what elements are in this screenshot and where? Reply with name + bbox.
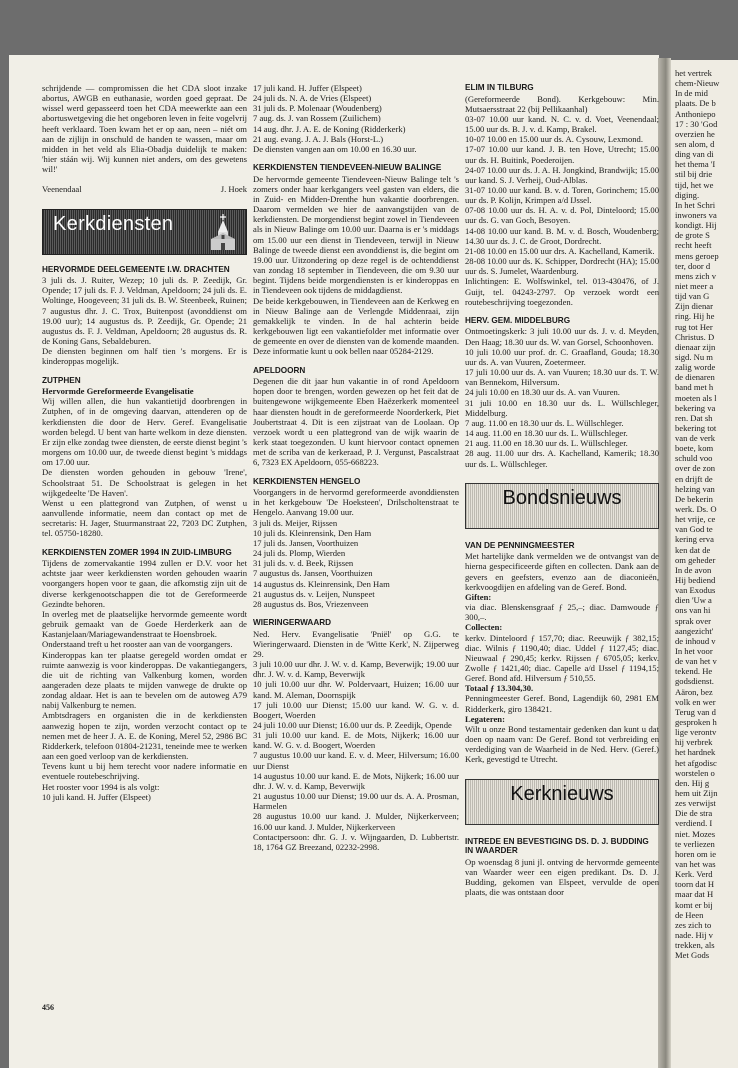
list-item: toorn dat H	[675, 879, 715, 890]
list-item: 7 aug. ds. J. van Rossem (Zuilichem)	[253, 113, 381, 124]
heading-wieringerwaard: WIERINGERWAARD	[253, 617, 332, 627]
text-middelburg-6: 7 aug. 11.00 en 18.30 uur ds. L. Wüllschleger.	[465, 417, 624, 428]
text-elim-9: 21-08 10.00 en 15.00 uur drs. A. Kachelland, Kamerik.	[465, 245, 655, 256]
church-icon	[208, 212, 238, 252]
list-item: sprak over	[675, 615, 712, 626]
list-item: het vertrek	[675, 68, 712, 78]
list-item: volk en wer	[675, 696, 716, 707]
rooster-list	[253, 83, 459, 144]
list-item: verdiend. I	[675, 818, 713, 829]
list-item: van Exodus	[675, 585, 716, 596]
list-item: Anthoniepo	[675, 108, 716, 119]
text-middelburg-3: 17 juli 10.00 uur ds. A. van Vuuren; 18.30 uur ds. T. W. van Bennekom, Hilversum.	[465, 367, 659, 388]
label-legateren: Legateren:	[465, 713, 505, 724]
list-item: tijd, het we	[675, 179, 714, 190]
list-item: te verliezen	[675, 838, 715, 849]
text-penningmeester: Met hartelijke dank vermelden we de ontvangst van de hierna gespecificeerde giften en collecten. Dank aan de gevers en geefsters, evenzo aan de diaconieën, kerkvoogdijen en afdeling van de Geref. Bond.	[465, 551, 659, 592]
label-collecten: Collecten:	[465, 622, 503, 633]
page-number: 456	[42, 1003, 54, 1012]
list-item: trekken, als	[675, 940, 715, 951]
next-page-column	[675, 68, 738, 960]
heading-zutphen: ZUTPHEN	[42, 375, 81, 385]
text-limburg-8: 10 juli kand. H. Juffer (Elspeet)	[42, 791, 151, 802]
heading-apeldoorn: APELDOORN	[253, 365, 306, 375]
list-item: dienaar zijn	[675, 341, 716, 352]
list-item: gesproken h	[675, 717, 717, 727]
heading-hengelo: KERKDIENSTEN HENGELO	[253, 476, 361, 486]
banner-title: Bondsnieuws	[502, 486, 622, 509]
list-item: werk. Ds. O	[675, 504, 717, 515]
list-item: ding van di	[675, 149, 714, 160]
list-item: zes zich to	[675, 919, 712, 930]
text-wieringerwaard-9: 21 augustus 10.00 uur Dienst; 19.00 uur ds. A. A. Prosman, Harmelen	[253, 791, 459, 812]
list-item: dien 'Uw a	[675, 595, 712, 606]
list-item: worstelen o	[675, 767, 715, 778]
list-item: godsdienst.	[675, 676, 714, 687]
list-item: het vrije, ce	[675, 514, 716, 525]
text-middelburg-4: 24 juli 10.00 en 18.30 uur ds. A. van Vuuren.	[465, 387, 620, 398]
list-item: kering erva	[675, 534, 714, 545]
column-3	[465, 83, 659, 897]
list-item: 31 juli ds. v. d. Beek, Rijssen	[253, 558, 354, 569]
text-limburg-3: Onderstaand treft u het rooster aan van de voorgangers.	[42, 639, 233, 650]
list-item: de grote S	[675, 230, 710, 241]
list-item: het afgodisc	[675, 757, 717, 768]
list-item: 17 : 30 'God	[675, 118, 718, 129]
text-intrede: Op woensdag 8 juni jl. ontving de hervormde gemeente van Waarder weer een eigen predikant. Ds. D. J. Budding, gekomen van Elspeet, vervulde de open plaats, die was ontstaan door	[465, 856, 659, 898]
signature-place: Veenendaal	[42, 184, 82, 195]
list-item: de Heen	[675, 909, 704, 920]
list-item: niet meer a	[675, 280, 714, 291]
column-1	[42, 83, 247, 802]
text-zutphen-1: Wij willen allen, die hun vakantietijd doorbrengen in Zutphen, of in de omgeving daarvan, attenderen op de kerkdiensten die door de Herv. Geref. Evangelisatie worden belegd. U bent van harte welkom in deze diensten. Er zijn elke zondag twee diensten, de eerste dienst begint 's morgens om 10.00 uur, de tweede dienst begint 's middags om 17.00 uur.	[42, 396, 247, 468]
list-item: aangezicht'	[675, 625, 714, 636]
list-item: om geheder	[675, 554, 716, 565]
rooster-note: De diensten vangen aan om 10.00 en 16.30 uur.	[253, 143, 417, 154]
column-2	[253, 83, 459, 852]
banner-title: Kerkdiensten	[53, 212, 174, 235]
list-item: 3 juli ds. Meijer, Rijssen	[253, 517, 338, 528]
text-penningmeester-adres: Penningmeester Geref. Bond, Lagendijk 60, 2981 EM Ridderkerk, giro 138421.	[465, 693, 659, 714]
heading-drachten: HERVORMDE DEELGEMEENTE I.W. DRACHTEN	[42, 264, 230, 274]
list-item: van de verk	[675, 433, 716, 444]
list-item: 7 augustus ds. Jansen, Voorthuizen	[253, 568, 373, 579]
text-drachten-note: De diensten beginnen om half tien 's morgens. Er is kinderoppas mogelijk.	[42, 346, 247, 367]
text-middelburg-9: 28 aug. 11.00 uur drs. A. Kachelland, Kamerik; 18.30 uur ds. L. Wüllschleger.	[465, 448, 659, 469]
list-item: Die de stra	[675, 808, 713, 819]
text-legateren: Wilt u onze Bond testamentair gedenken dan kunt u dat doen op naam van: De Geref. Bond tot verbreiding en verdediging van de Waarheid in de Ned. Herv. (Geref.) Kerk, gevestigd te Utrecht.	[465, 723, 659, 765]
list-item: schuld voo	[675, 453, 713, 464]
article-signature	[42, 184, 247, 194]
text-wieringerwaard-8: 14 augustus 10.00 uur kand. E. de Mots, Nijkerk; 16.00 uur dhr. J. W. v. d. Kamp, Beverwijk	[253, 770, 459, 791]
list-item: zalig worde	[675, 362, 716, 373]
text-elim-6: 31-07 10.00 uur kand. B. v. d. Toren, Gorinchem; 15.00 uur ds. P. Kolijn, Krimpen a/d IJssel.	[465, 185, 659, 206]
list-item: 21 augustus ds. v. Leijen, Nunspeet	[253, 588, 375, 599]
text-elim-1: (Gereformeerde Bond). Kerkgebouw: Min. Mutsaersstraat 22 (bij Pellikaanhal)	[465, 93, 659, 114]
list-item: tekend. He	[675, 666, 713, 677]
text-wieringerwaard-5: 24 juli 10.00 uur Dienst; 16.00 uur ds. P. Zeedijk, Opende	[253, 719, 452, 730]
list-item: 14 aug. dhr. J. A. E. de Koning (Ridderkerk)	[253, 123, 406, 134]
text-wieringerwaard-6: 31 juli 10.00 uur kand. E. de Mots, Nijkerk; 16.00 uur kand. W. G. v. d. Boogert, Woerden	[253, 730, 459, 751]
text-elim-11: Inlichtingen: E. Wolfswinkel, tel. 013-430476, of J. Guijt, tel. 04243-2797. Op verzoek wordt een routebeschrijving toegezonden.	[465, 276, 659, 307]
list-item: diging.	[675, 189, 700, 200]
list-item: 28 augustus ds. Bos, Vriezenveen	[253, 598, 369, 609]
subheading-zutphen: Hervormde Gereformeerde Evangelisatie	[42, 386, 194, 397]
list-item: In het voor	[675, 646, 713, 657]
list-item: boete, kom	[675, 443, 714, 454]
heading-penningmeester: VAN DE PENNINGMEESTER	[465, 540, 575, 550]
list-item: Hij bediend	[675, 575, 716, 586]
text-elim-2: 03-07 10.00 uur kand. N. C. v. d. Voet, Veenendaal; 15.00 uur ds. B. J. v. d. Kamp, Brakel.	[465, 113, 659, 135]
list-item: mens geroep	[675, 250, 719, 261]
list-item: 21 aug. evang. J. A. J. Bals (Horst-L.)	[253, 133, 384, 144]
heading-middelburg: HERV. GEM. MIDDELBURG	[465, 315, 571, 325]
list-item: Christus. D	[675, 331, 715, 342]
list-item: In de mid	[675, 88, 708, 99]
list-item: niet. Mozes	[675, 828, 716, 839]
list-item: kondigt. Hij	[675, 220, 717, 231]
heading-elim: ELIM IN TILBURG	[465, 83, 534, 92]
list-item: hem uit Zijn	[675, 787, 718, 798]
heading-zuid-limburg: KERKDIENSTEN ZOMER 1994 IN ZUID-LIMBURG	[42, 547, 232, 557]
list-item: de van het v	[675, 656, 717, 667]
text-collecten: kerkv. Dinteloord ƒ 157,70; diac. Reeuwijk ƒ 382,15; diac. Wilnis ƒ 1190,40; diac. Uddel ƒ 1127,45; diac. Nieuwaal ƒ 290,45; kerkv. Rijssen ƒ 6705,05; kerkv. Zwolle ƒ 1421,40; diac. Capelle a/d IJssel ƒ 1194,15; Geref. Bond afd. Hilversum ƒ 510,55.	[465, 632, 659, 684]
list-item: ring. Hij he	[675, 311, 715, 322]
list-item: den. Hij g	[675, 777, 710, 788]
list-item: van God te	[675, 524, 713, 535]
heading-tiendeveen: KERKDIENSTEN TIENDEVEEN-NIEUW BALINGE	[253, 163, 442, 173]
text-tiendeveen-1: De hervormde gemeente Tiendeveen-Nieuw Balinge telt 's zomers onder haar kerkgangers veel gasten van elders, die in Zuid- en Midden-Drenthe hun vakantie doorbrengen. Daarom vermelden we hier de aanvangstijden van de kerkdiensten. De morgendienst begint zowel in Tiendeveen als in Nieuw Balinge om 10.00 uur. Daarna is er 's middags om 15.00 uur een dienst in Tiendeveen, terwijl in Nieuw Balinge de tweede dienst een avonddienst is, die begint om 19.00 uur. Uitzondering op deze regel is de ochtenddienst van zondag 18 september in Tiendeveen, die om 9.30 uur begint. Tijdens beide morgendiensten is er kinderoppas en in Tiendeveen ook tijdens de middagdienst.	[253, 173, 459, 296]
text-zutphen-2: De diensten worden gehouden in gebouw 'Irene', Schoolstraat 51. De Schoolstraat is gelegen in het wijkgedeelte 'De Haven'.	[42, 467, 247, 498]
list-item: 24 juli ds. Plomp, Wierden	[253, 548, 346, 559]
text-wieringerwaard-1: Ned. Herv. Evangelisatie 'Pniël' op G.G. te Wieringerwaard. Diensten in de 'Witte Kerk', N. Zijperweg 29.	[253, 628, 459, 659]
text-zutphen-3: Wenst u een plattegrond van Zutphen, of wenst u aanvullende informatie, neem dan contact op met de secretaris: H. Jager, Stuurmanstraat 22, 7203 DC Zutphen, tel. 05750-18280.	[42, 497, 247, 539]
page-gutter	[658, 58, 671, 1068]
text-limburg-5: Ambtsdragers en organisten die in de kerkdiensten aanwezig hopen te zijn, worden verzocht contact op te nemen met de heer J. A. E. de Koning, Merel 52, 2986 BC Ridderkerk, telefoon 01804-21231, teneinde mee te werken aan een goed verloop van de kerkdiensten.	[42, 710, 247, 762]
text-wieringerwaard-7: 7 augustus 10.00 uur kand. E. v. d. Meer, Hilversum; 16.00 uur Dienst	[253, 750, 459, 771]
hengelo-list	[253, 518, 459, 609]
list-item: tijd van G	[675, 291, 710, 302]
section-banner-bondsnieuws	[465, 483, 659, 529]
list-item: Zijn dienar	[675, 301, 713, 312]
text-wieringerwaard-4: 17 juli 10.00 uur Dienst; 15.00 uur kand. W. G. v. d. Boogert, Woerden	[253, 699, 459, 720]
list-item: zes verwijst	[675, 798, 716, 809]
list-item: horen om ie	[675, 848, 717, 859]
banner-title: Kerknieuws	[510, 782, 614, 805]
text-middelburg-7: 14 aug. 11.00 en 18.30 uur ds. L. Wüllschleger.	[465, 428, 628, 439]
list-item: hij verbrek	[675, 737, 713, 748]
list-item: In het Schri	[675, 199, 716, 210]
text-limburg-6: Tevens kunt u bij hem terecht voor nadere informatie en eventuele routebeschrijving.	[42, 761, 247, 782]
text-tiendeveen-2: De beide kerkgebouwen, in Tiendeveen aan de Kerkweg en in Nieuw Balinge aan de Verlengde Middenraai, zijn gemakkelijk te vinden. In de hal achterin beide kerkgebouwen ligt een vakantiefolder met informatie over de gemeente en over de diensten van de komende maanden. Deze informatie kunt u ook bellen naar 05284-2129.	[253, 295, 459, 357]
list-item: ken dat de	[675, 544, 711, 555]
list-item: over de zon	[675, 463, 716, 474]
list-item: De bekerin	[675, 493, 713, 504]
text-apeldoorn: Degenen die dit jaar hun vakantie in of rond Apeldoorn hopen door te brengen, worden gewezen op het feit dat de buitengewone wijkgemeente Eben Haëzerkerk momenteel haar diensten houdt in de gereformeerde Noorderkerk, Piet Joubertstraat 4. Dit is een zijstraat van de Loolaan. Op verzoek wordt u een plattegrond van de wijk waarin de kerk staat toegezonden. U kunt hiervoor contact opnemen met de scriba van de kerkeraad, P. J. Vergunst, Pascalstraat 6, 7323 EX Apeldoorn, 055-668223.	[253, 376, 459, 468]
text-wieringerwaard-2: 3 juli 10.00 uur dhr. J. W. v. d. Kamp, Beverwijk; 19.00 uur dhr. J. W. v. d. Kamp, Beverwijk	[253, 659, 459, 680]
text-hengelo: Voorgangers in de hervormd gereformeerde avonddiensten in het kerkgebouw 'De Hoeksteen', Drilscholtenstraat te Hengelo. Aanvang 19.00 uur.	[253, 487, 459, 518]
text-wieringerwaard-3: 10 juli 10.00 uur dhr. W. Poldervaart, Huizen; 16.00 uur kand. M. Aleman, Doornspijk	[253, 679, 459, 700]
list-item: moeten als l	[675, 392, 717, 403]
text-elim-3: 10-07 10.00 en 15.00 uur ds. A. Cysouw, Lexmond.	[465, 134, 643, 145]
list-item: overzien he	[675, 128, 715, 139]
text-elim-7: 07-08 10.00 uur ds. H. A. v. d. Pol, Dinteloord; 15.00 uur ds. G. van Goch, Besoyen.	[465, 205, 659, 226]
list-item: komt er bij	[675, 899, 713, 910]
magazine-page-right	[671, 60, 738, 1068]
text-middelburg-1: Ontmoetingskerk: 3 juli 10.00 uur ds. J. v. d. Meyden, Den Haag; 18.30 uur ds. W. van Gorsel, Schoonhoven.	[465, 326, 659, 347]
list-item: stil bij drie	[675, 169, 713, 180]
list-item: Aäron, bez	[675, 686, 713, 697]
list-item: en drijft de	[675, 473, 713, 484]
article-ending: schrijdende — compromissen die het CDA sloot inzake abortus, AWGB en euthanasie, worden goed gepraat. De wissel werd gepasseerd toen het CDA meewerkte aan een abortuswetgeving die het ongeboren leven in feite vogelvrij heeft verklaard. Toen kwam het er op aan, neen – niét om aan de zijlijn in onschuld de handen te wassen, maar om midden in het veld als Elia-Obadja duidelijk te maken: 'hier stáán wij. Wij kunnen niet anders, om des gewetens wil!'	[42, 83, 247, 175]
text-elim-4: 17-07 10.00 uur kand. J. B. ten Hove, Utrecht; 15.00 uur ds. H. Buitink, Poederoijen.	[465, 144, 659, 165]
list-item: het hardnek	[675, 747, 716, 758]
list-item: 10 juli ds. Kleinrensink, Den Ham	[253, 527, 372, 538]
section-banner-kerkdiensten	[42, 209, 247, 255]
text-elim-8: 14-08 10.00 uur kand. B. M. v. d. Bosch, Woudenberg; 14.30 uur ds. J. C. de Groot, Dordrecht.	[465, 225, 659, 246]
list-item: Terug van d	[675, 706, 716, 717]
heading-intrede: INTREDE EN BEVESTIGING DS. D. J. BUDDING IN WAARDER	[465, 836, 649, 856]
list-item: 24 juli ds. N. A. de Vries (Elspeet)	[253, 93, 372, 104]
list-item: rug tot Her	[675, 321, 713, 332]
list-item: In de avon	[675, 564, 712, 575]
list-item: inwoners va	[675, 209, 717, 220]
text-limburg-7: Het rooster voor 1994 is als volgt:	[42, 781, 160, 792]
list-item: Kerk. Verd	[675, 869, 713, 880]
text-totaal: Totaal ƒ 13.304,30.	[465, 683, 534, 694]
list-item: maar dat H	[675, 889, 714, 900]
list-item: sigd. Nu m	[675, 351, 713, 362]
list-item: helzing van	[675, 483, 715, 494]
list-item: sen alom, d	[675, 138, 715, 149]
list-item: de inhoud v	[675, 635, 716, 646]
list-item: ter, door d	[675, 260, 711, 271]
text-limburg-1: Tijdens de zomervakantie 1994 zullen er D.V. voor het achtste jaar weer kerkdiensten worden gehouden waarin voorgangers hopen voor te gaan, die afkomstig zijn uit de diverse kerkgenootschappen die tot de Gereformeerde Gezindte behoren.	[42, 558, 247, 609]
text-elim-10: 28-08 10.00 uur ds. K. Schipper, Dordrecht (HA); 15.00 uur ds. S. Jumelet, Waardenburg.	[465, 256, 659, 277]
text-drachten: 3 juli ds. J. Ruiter, Wezep; 10 juli ds. P. Zeedijk, Gr. Opende; 17 juli ds. F. J. Veldman, Apeldoorn; 24 juli ds. E. Woltinge, Hoogeveen; 31 juli ds. B. W. Steenbeek, Ruinen; 7 augustus dhr. J. C. Trox, Buitenpost (avonddienst om 19.00 uur); 14 augustus ds. P. Zeedijk, Gr. Opende; 21 augustus ds. F. J. Veldman, Apeldoorn; 28 augustus ds. R. de Koning Gans, Sebaldeburen.	[42, 275, 247, 347]
list-item: plaats. De b	[675, 98, 716, 109]
list-item: bekering tot	[675, 422, 717, 433]
list-item: nade. Hij v	[675, 929, 713, 940]
list-item: chem-Nieuw	[675, 78, 720, 89]
list-item: 17 juli ds. Jansen, Voorthuizen	[253, 537, 359, 548]
text-giften: via diac. Blenskensgraaf ƒ 25,–; diac. Damwoude ƒ 300,–.	[465, 602, 659, 623]
text-wieringerwaard-11: Contactpersoon: dhr. G. J. v. Wijngaarden, D. Lubbertstr. 18, 1764 GZ Breezand, 02232-2998.	[253, 831, 459, 852]
signature-name: J. Hoek	[220, 184, 247, 195]
list-item: Met Gods	[675, 950, 710, 961]
section-banner-kerknieuws	[465, 779, 659, 825]
label-giften: Giften:	[465, 591, 492, 602]
list-item: van het was	[675, 858, 716, 869]
list-item: band met h	[675, 382, 714, 393]
list-item: bekering va	[675, 402, 716, 413]
list-item: lige verontv	[675, 727, 717, 738]
list-item: 17 juli kand. H. Juffer (Elspeet)	[253, 83, 362, 93]
list-item: recht heeft	[675, 240, 712, 251]
text-limburg-2: In overleg met de plaatselijke hervormde gemeente wordt gebruik gemaakt van de Goede Herderkerk aan de Kastanjelaan/Mariagewandenstraat te Hoensbroek.	[42, 608, 247, 640]
list-item: ren. Dat sh	[675, 412, 713, 423]
text-middelburg-2: 10 juli 10.00 uur prof. dr. C. Graafland, Gouda; 18.30 uur ds. A. van Vuuren, Zoetermeer.	[465, 346, 659, 367]
list-item: 14 augustus ds. Kleinrensink, Den Ham	[253, 578, 390, 589]
text-middelburg-5: 31 juli 10.00 en 18.30 uur ds. L. Wüllschleger, Middelburg.	[465, 397, 659, 418]
list-item: de dienaren	[675, 372, 715, 383]
list-item: mens zich v	[675, 270, 717, 281]
text-elim-5: 24-07 10.00 uur ds. J. A. H. Jongkind, Brandwijk; 15.00 uur kand. S. J. Verheij, Oud-Alblas.	[465, 164, 659, 185]
list-item: het thema 'I	[675, 159, 716, 170]
list-item: 31 juli ds. P. Molenaar (Woudenberg)	[253, 103, 382, 114]
text-wieringerwaard-10: 28 augustus 10.00 uur kand. J. Mulder, Nijkerkerveen; 16.00 uur kand. J. Mulder, Nijkerkerveen	[253, 811, 459, 832]
list-item: ons van hi	[675, 605, 711, 616]
text-middelburg-8: 21 aug. 11.00 en 18.30 uur ds. L. Wüllschleger.	[465, 438, 628, 449]
text-limburg-4: Kinderoppas kan ter plaatse geregeld worden omdat er ruimte aanwezig is voor kinderoppas. De vakantiegangers, die uit de richting van Valkenburg komen, worden aangeraden deze plaats te mijden vanwege de drukte op zondag aldaar. Het is aan te bevelen om de autoweg A79 nabij Valkenburg te nemen.	[42, 649, 247, 711]
